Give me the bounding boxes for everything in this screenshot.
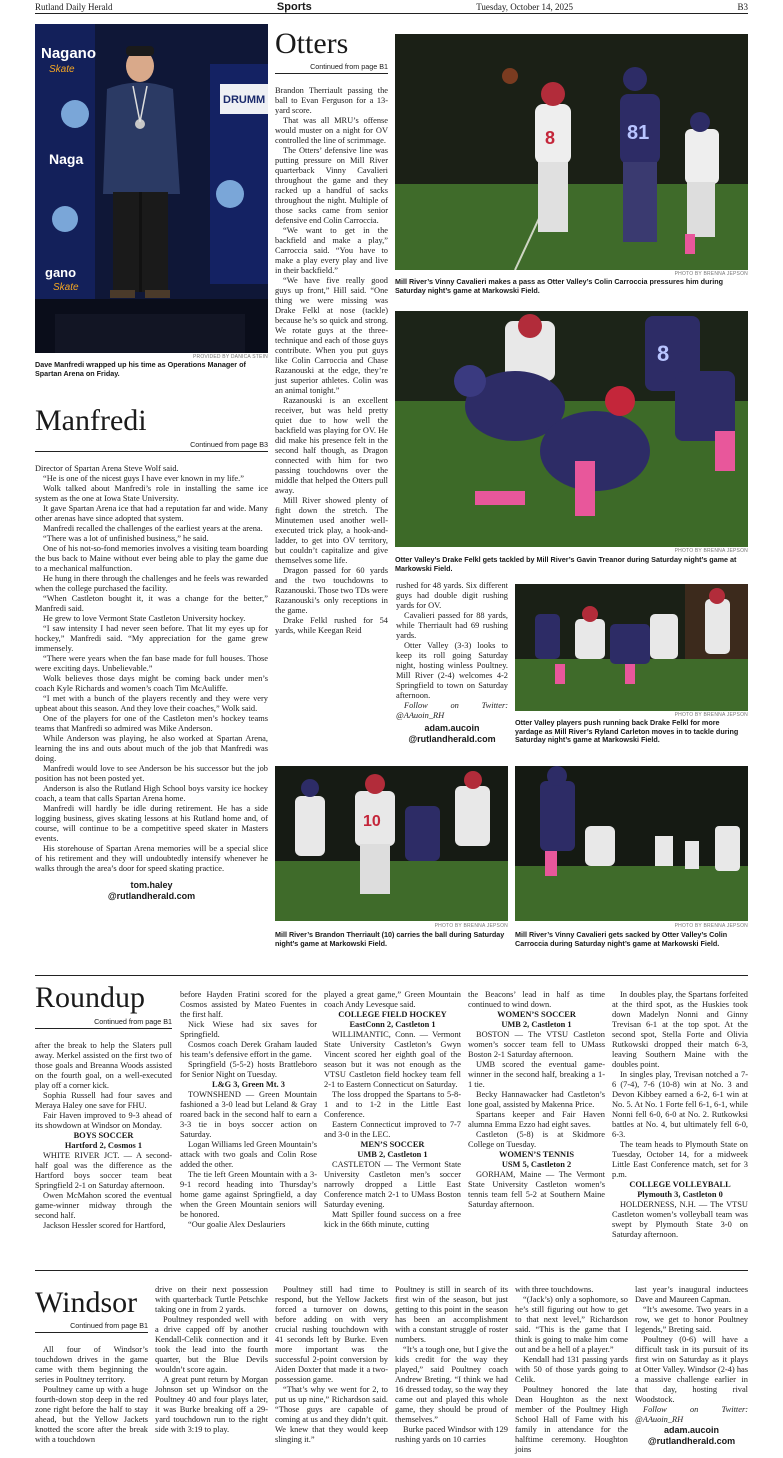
windsor-para: Poultney came up with a huge fourth-down stop deep in the red zone right before the half to stay ahead, but the Yellow Jackets knotted the score after the break with a touchdown <box>35 1385 148 1444</box>
otters-photo-push <box>515 584 748 711</box>
roundup-subhead: EastConn 2, Castleton 1 <box>349 1020 436 1029</box>
svg-text:8: 8 <box>545 128 556 148</box>
manfredi-para: “There was a lot of unfinished business,” he said. <box>43 534 209 543</box>
manfredi-photo <box>35 24 268 353</box>
roundup-para: In singles play, Trevisan notched a 7-6 (7-4), 7-6 (10-8) win at No. 3 and Devon Kibbey earned a 6-2, 6-1 win at No. 5. At No. 1 Forte fell 6-1, 6-1, while Nonni fell 6-0, 6-0 at No. 2. Rutkowksi battles at No. 4, but ultimately fell 6-0, 6-3. <box>612 1070 748 1139</box>
roundup-para: Sophia Russell had four saves and Meraya Haley one save for FHU. <box>35 1091 172 1110</box>
roundup-col-2 <box>180 990 317 1230</box>
roundup-subhead: COLLEGE VOLLEYBALL <box>629 1180 731 1189</box>
manfredi-para: “I saw intensity I had never seen before. That lit my eyes up for hockey,” Manfredi said. “My appreciation for the game grew immensely. <box>35 624 268 653</box>
otters-para: “We want to get in the backfield and make a play,” Carroccia said. “You have to make a play every play and live in their backfield.” <box>275 226 388 275</box>
otters-photo-1-credit: PHOTO BY BRENNA JEPSON <box>674 271 748 277</box>
otters-para: The Otters’ defensive line was putting pressure on Mill River quarterback Vinny Cavalieri throughout the game and they racked up a handful of sacks throughout the night. Multiple of those sacks came from senior defensive end Colin Carroccia. <box>275 146 388 225</box>
roundup-col-5 <box>612 990 748 1240</box>
windsor-para: Poultney (0-6) will have a difficult task in its pursuit of its first win on Saturday as it plays at Otter Valley. Windsor (2-4) has a massive challenge earlier in that day, hosting rival Woodstock. <box>635 1335 748 1404</box>
roundup-para: TOWNSHEND — Green Mountain fashioned a 3-0 lead but Leland & Gray roared back in the second half to earn a 3-3 tie in boys soccer action on Saturday. <box>180 1090 317 1139</box>
football-pass-illustration <box>395 34 748 270</box>
roundup-para: CASTLETON — The Vermont State University Castleton men’s soccer narrowly dropped a Little East Conference match 2-1 to UMass Boston Saturday evening. <box>324 1160 461 1209</box>
otters-photo-4-credit: PHOTO BY BRENNA JEPSON <box>434 923 508 929</box>
otters-photo-3-caption: Otter Valley players push running back Drake Felkl for more yardage as Mill River’s Ryland Carleton moves in to tackle during Saturday night’s game at Markowski Field. <box>515 718 739 745</box>
roundup-col-4 <box>468 990 605 1210</box>
otters-para: “We have five really good guys up front,” Hill said. “One thing we were missing was Drake Felkl at nose (tackle) because he’s so quick and strong. We rotate guys at the three-technique and each of those guys contribute. When you put guys like Colin Carroccia and Chase Razanouski at the edge, they’re just superior athletes. Colin was an animal tonight.” <box>275 276 388 395</box>
roundup-para: GORHAM, Maine — The Vermont State University Castleton women’s tennis team fell 5-2 at Southern Maine Saturday afternoon. <box>468 1170 605 1209</box>
roundup-para: the Beacons’ lead in half as time continued to wind down. <box>468 990 605 1009</box>
svg-text:DRUMM: DRUMM <box>223 94 266 106</box>
roundup-para: BOSTON — The VTSU Castleton women’s soccer team fell to UMass Boston 2-1 Saturday afternoon. <box>468 1030 605 1059</box>
otters-photo-5-caption: Mill River’s Vinny Cavalieri gets sacked by Otter Valley’s Colin Carroccia during Saturday night’s game at Markowski Field. <box>515 930 728 948</box>
byline-domain: @rutlandherald.com <box>647 1436 736 1446</box>
football-tackle-illustration <box>395 311 748 547</box>
manfredi-photo-illustration <box>35 24 268 353</box>
folio-date: Tuesday, October 14, 2025 <box>476 1 574 12</box>
roundup-para: Matt Spiller found success on a free kick in the 66th minute, cutting <box>324 1210 461 1229</box>
otters-para: Cavalieri passed for 88 yards, while Therriault had 69 rushing yards. <box>396 611 508 640</box>
manfredi-para: “When Castleton bought it, it was a change for the better,” Manfredi said. <box>35 594 268 613</box>
manfredi-para: Anderson is also the Rutland High School boys varsity ice hockey coach, a team that calls Spartan Arena home. <box>35 784 268 803</box>
roundup-para: after the break to help the Slaters pull away. Merkel assisted on the first two of those goals and Breanna Woods assisted on the fourth goal, on a well-executed play off a corner kick. <box>35 1041 172 1090</box>
manfredi-para: Wolk talked about Manfredi’s role in installing the same ice system as the one at Iowa State University. <box>35 484 268 503</box>
roundup-subhead: BOYS SOCCER <box>73 1131 134 1140</box>
byline-user: adam.aucoin <box>663 1425 719 1435</box>
otters-photo-tackle <box>395 311 748 547</box>
manfredi-para: One of his not-so-fond memories involves a visiting team boarding the bus back to Maine without ever being able to play the game due to a mechanical malfunction. <box>35 544 268 573</box>
roundup-subhead: Plymouth 3, Castleton 0 <box>637 1190 723 1199</box>
manfredi-para: Wolk believes those days might be coming back under men’s coach Kyle Richards and women’s coach Tim McAuliffe. <box>35 674 268 693</box>
roundup-para: Nick Wiese had six saves for Springfield. <box>180 1020 317 1039</box>
roundup-subhead: COLLEGE FIELD HOCKEY <box>338 1010 447 1019</box>
windsor-col-5 <box>515 1285 628 1455</box>
twitter-follow: Follow on Twitter: @AAuoin_RH <box>396 701 508 720</box>
windsor-col-4 <box>395 1285 508 1445</box>
windsor-para: A great punt return by Morgan Johnson set up Windsor on the Poultney 40 and four plays later, it was Burke breaking off a 29-yard touchdown run to the right side with 3:19 to play. <box>155 1375 268 1434</box>
windsor-para: All four of Windsor’s touchdown drives in the game came with them beginning the series in Poultney territory. <box>35 1345 148 1384</box>
roundup-para: Becky Hannawacker had Castleton’s lone goal, assisted by Makenna Price. <box>468 1090 605 1109</box>
roundup-subhead: UMB 2, Castleton 1 <box>357 1150 428 1159</box>
byline-domain: @rutlandherald.com <box>107 891 196 901</box>
roundup-subhead: USM 5, Castleton 2 <box>501 1160 572 1169</box>
otters-col-1 <box>275 86 388 636</box>
otters-photo-5-credit: PHOTO BY BRENNA JEPSON <box>674 923 748 929</box>
otters-para: rushed for 48 yards. Six different guys had double digit rushing yards for OV. <box>396 581 508 610</box>
windsor-para: Kendall had 131 passing yards with 50 of those yards going to Celik. <box>515 1355 628 1384</box>
roundup-subhead: MEN’S SOCCER <box>360 1140 425 1149</box>
manfredi-para: “There were years when the fan base made for full houses. Those were exciting days. Unbelievable.” <box>35 654 268 673</box>
otters-col-2 <box>396 581 508 745</box>
roundup-para: Castleton (5-8) is at Skidmore College on Tuesday. <box>468 1130 605 1149</box>
otters-photo-carry <box>275 766 508 921</box>
windsor-para: Poultney still had time to respond, but the Yellow Jackets forced a turnover on downs, before adding on with very crucial rushing touchdown with 41 seconds left by Burke. Even more important was the successful 2-point conversion by Aiden Doxter that made it a two-possession game. <box>275 1285 388 1384</box>
windsor-para: Poultney is still in search of its first win of the season, but just getting to this point in the season has been an accomplishment with a constant struggle of roster numbers. <box>395 1285 508 1344</box>
otters-headline: Otters <box>275 27 349 60</box>
roundup-continued-line: Continued from page B1 <box>35 1017 172 1029</box>
manfredi-photo-caption: Dave Manfredi wrapped up his time as Operations Manager of Spartan Arena on Friday. <box>35 360 246 378</box>
roundup-subhead: L&G 3, Green Mt. 3 <box>212 1080 285 1089</box>
byline-user: adam.aucoin <box>424 723 480 733</box>
byline-domain: @rutlandherald.com <box>408 734 496 744</box>
byline-user: tom.haley <box>130 880 173 890</box>
manfredi-para: Manfredi would love to see Anderson be his successor but the job position has not been posted yet. <box>35 764 268 783</box>
otters-para: Brandon Therriault passing the ball to Evan Ferguson for a 13-yard score. <box>275 86 388 115</box>
svg-text:Naga: Naga <box>49 151 84 167</box>
roundup-para: played a great game,” Green Mountain coach Andy Levesque said. <box>324 990 461 1009</box>
windsor-para: Poultney responded well with a drive capped off by another Kendall-Celik connection and it took the lead into the fourth quarter, but the Blue Devils wouldn’t score again. <box>155 1315 268 1374</box>
page-folio <box>35 0 748 14</box>
manfredi-photo-credit: PROVIDED BY DANICA STEIN <box>192 354 268 360</box>
manfredi-para: He hung in there through the challenges and he feels was rewarded when the college purchased the facility. <box>35 574 268 593</box>
svg-text:Nagano: Nagano <box>41 45 97 62</box>
roundup-para: “Our goalie Alex Deslauriers <box>188 1220 286 1229</box>
windsor-byline <box>635 1425 748 1447</box>
roundup-para: The tie left Green Mountain with a 3-9-1 record heading into Thursday’s home game against Springfield, a day when the Green Mountain seniors will be honored. <box>180 1170 317 1219</box>
windsor-para: “It’s awesome. Two years in a row, we get to honor Poultney legends,” Breting said. <box>635 1305 748 1334</box>
twitter-follow: Follow on Twitter: @AAuoin_RH <box>635 1405 748 1424</box>
windsor-para: last year’s inaugural inductees Dave and Maureen Capman. <box>635 1285 748 1304</box>
manfredi-para: “He is one of the nicest guys I have ever known in my life.” <box>43 474 244 483</box>
football-sack-illustration <box>515 766 748 921</box>
windsor-col-1 <box>35 1345 148 1445</box>
roundup-col-3 <box>324 990 461 1230</box>
roundup-subhead: WOMEN’S TENNIS <box>498 1150 574 1159</box>
section-divider <box>35 975 748 976</box>
roundup-para: Logan Williams led Green Mountain’s attack with two goals and Colin Rose added the other. <box>180 1140 317 1169</box>
roundup-subhead: UMB 2, Castleton 1 <box>501 1020 572 1029</box>
roundup-para: The team heads to Plymouth State on Tuesday, October 14, for a midweek Little East Conference match, set for 3 p.m. <box>612 1140 748 1179</box>
windsor-para: Burke paced Windsor with 129 rushing yards on 10 carries <box>395 1425 508 1444</box>
windsor-headline: Windsor <box>35 1286 138 1319</box>
otters-para: Razanouski is an excellent receiver, but was held pretty quiet due to how well the backfield was playing for OV. He did make his presence felt in the second half though, as Dragon connected with him for two passing touchdowns over the middle that helped the Otters pull away. <box>275 396 388 495</box>
manfredi-headline: Manfredi <box>35 404 147 437</box>
svg-text:Skate: Skate <box>53 282 79 293</box>
section-name: Sports <box>276 0 312 13</box>
otters-photo-2-credit: PHOTO BY BRENNA JEPSON <box>674 548 748 554</box>
windsor-col-6 <box>635 1285 748 1447</box>
roundup-para: Springfield (5-5-2) hosts Brattleboro for Senior Night on Tuesday. <box>180 1060 317 1079</box>
otters-photo-4-caption: Mill River’s Brandon Therriault (10) carries the ball during Saturday night’s game at Markowski Field. <box>275 930 505 948</box>
manfredi-continued-line: Continued from page B3 <box>35 440 268 452</box>
section-divider <box>35 1270 748 1271</box>
page-number: B3 <box>737 1 748 12</box>
windsor-para: with three touchdowns. <box>515 1285 594 1294</box>
roundup-subhead: WOMEN’S SOCCER <box>497 1010 576 1019</box>
roundup-para: WHITE RIVER JCT. — A second-half goal was the difference as the Hartford boys soccer team beat Springfield 2-1 on Saturday afternoon. <box>35 1151 172 1190</box>
otters-photo-1-caption: Mill River’s Vinny Cavalieri makes a pass as Otter Valley’s Colin Carroccia pressures him during Saturday night’s game at Markowski Field. <box>395 277 723 295</box>
svg-text:8: 8 <box>657 341 670 366</box>
otters-photo-sack <box>515 766 748 921</box>
windsor-para: Poultney honored the late Dean Houghton as the next member of the Poultney High School Hall of Fame with his family in attendance for the halftime ceremony. Houghton joins <box>515 1385 628 1454</box>
windsor-para: “(Jack’s) only a sophomore, so he’s still figuring out how to get to that next level,” Richardson said. “This is the game that I think is going to make him come out and be a hell of a player.” <box>515 1295 628 1354</box>
otters-para: Drake Felkl rushed for 54 yards, while Keegan Reid <box>275 616 388 635</box>
manfredi-para: While Anderson was playing, he also worked at Spartan Arena, learning the ins and outs about much of the job that Manfredi was doing. <box>35 734 268 763</box>
roundup-col-1 <box>35 1041 172 1231</box>
windsor-col-3 <box>275 1285 388 1445</box>
manfredi-para: He grew to love Vermont State Castleton University hockey. <box>43 614 246 623</box>
svg-text:gano: gano <box>45 265 77 280</box>
roundup-para: UMB scored the eventual game-winner in the second half, breaking a 1-1 tie. <box>468 1060 605 1089</box>
roundup-para: HOLDERNESS, N.H. — The VTSU Castleton women’s volleyball team was swept by Plymouth State 3-0 on Saturday afternoon. <box>612 1200 748 1239</box>
otters-para: Mill River showed plenty of fight down the stretch. The Minutemen used another well-executed trick play, a hook-and-ladder, to get into OV territory, but couldn’t capitalize and give themselves some life. <box>275 496 388 565</box>
manfredi-para: Manfredi will hardly be idle during retirement. He has a side logging business, gives skating lessons at his Rutland home and, of course, will continue to be a competitive speed skater in Masters events. <box>35 804 268 843</box>
otters-photo-pass <box>395 34 748 270</box>
manfredi-para: It gave Spartan Arena ice that had a reputation far and wide. Many other arenas have since adopted that system. <box>35 504 268 523</box>
otters-continued-line: Continued from page B1 <box>275 62 388 74</box>
manfredi-story-body <box>35 464 268 902</box>
football-carry-illustration <box>275 766 508 921</box>
otters-byline <box>396 723 508 745</box>
roundup-para: Eastern Connecticut improved to 7-7 and 3-0 in the LEC. <box>324 1120 461 1139</box>
otters-photo-3-credit: PHOTO BY BRENNA JEPSON <box>674 712 748 718</box>
otters-photo-2-caption: Otter Valley’s Drake Felkl gets tackled by Mill River’s Gavin Treanor during Saturday night’s game at Markowski Field. <box>395 555 737 573</box>
roundup-para: Jackson Hessler scored for Hartford, <box>43 1221 166 1230</box>
roundup-para: The loss dropped the Spartans to 5-8-1 and to 1-2 in the Little East Conference. <box>324 1090 461 1119</box>
svg-text:Skate: Skate <box>49 64 75 75</box>
windsor-para: “That’s why we went for 2, to put us up nine,” Richardson said. “Those guys are capable of coming at us and they didn’t quit. We knew that they would keep slinging it.” <box>275 1385 388 1444</box>
windsor-continued-line: Continued from page B1 <box>35 1321 148 1333</box>
manfredi-para: One of the players for one of the Castleton men’s hockey teams teams that Manfredi so admired was Mike Anderson. <box>35 714 268 733</box>
roundup-para: Spartans keeper and Fair Haven alumna Emma Ezzo had eight saves. <box>468 1110 605 1129</box>
football-pileup-illustration <box>515 584 748 711</box>
manfredi-para: His storehouse of Spartan Arena memories will be a special slice of his retirement and they will undoubtedly intensify whenever he walks through the area’s door for speed skating practice. <box>35 844 268 873</box>
svg-text:81: 81 <box>627 122 650 144</box>
roundup-para: In doubles play, the Spartans forfeited at the third spot, as the Huskies took down Madelyn Nonni and Ginny Trevisan 6-1 at the top spot. At the second spot, Stella Forte and Olivia Rutkowski dropped their match 6-3, leaving Southern Maine with the doubles point. <box>612 990 748 1069</box>
roundup-para: Owen McMahon scored the eventual game-winner midway through the second half. <box>35 1191 172 1220</box>
roundup-para: WILLIMANTIC, Conn. — Vermont State University Castleton’s Gwyn Vincent scored her eighth goal of the season but it was not enough as the VTSU Castleton field hockey team fell 2-1 to Eastern Connecticut on Saturday. <box>324 1030 461 1089</box>
roundup-para: Fair Haven improved to 9-3 ahead of its showdown at Windsor on Monday. <box>35 1111 172 1130</box>
manfredi-para: Director of Spartan Arena Steve Wolf said. <box>35 464 179 473</box>
roundup-headline: Roundup <box>35 981 146 1014</box>
roundup-subhead: Hartford 2, Cosmos 1 <box>64 1141 143 1150</box>
roundup-para: Cosmos coach Derek Graham lauded his team’s defensive effort in the game. <box>180 1040 317 1059</box>
windsor-para: drive on their next possession with quarterback Turtle Petschke taking one in from 2 yards. <box>155 1285 268 1314</box>
paper-name: Rutland Daily Herald <box>35 1 113 12</box>
otters-para: Dragon passed for 60 yards and the two touchdowns to Razanouski. Those two TDs were Razanouski’s only receptions in the game. <box>275 566 388 615</box>
manfredi-para: “I met with a bunch of the players recently and they were very upbeat about this season. And they love their coaches,” Wolk said. <box>35 694 268 713</box>
windsor-col-2 <box>155 1285 268 1435</box>
otters-para: That was all MRU’s offense would muster on a night for OV controlled the line of scrimmage. <box>275 116 388 145</box>
svg-text:10: 10 <box>363 813 381 830</box>
roundup-para: before Hayden Fratini scored for the Cosmos assisted by Mateo Fuentes in the first half. <box>180 990 317 1019</box>
windsor-para: “It’s a tough one, but I give the kids credit for the way they played,” said Poultney coach Andrew Breting. “I think we had 16 dressed today, so the way they came out and played this whole game, they should be proud of themselves.” <box>395 1345 508 1424</box>
manfredi-para: Manfredi recalled the challenges of the earliest years at the arena. <box>43 524 263 533</box>
otters-para: Otter Valley (3-3) looks to keep its roll going Saturday night, hosting winless Poultney. Mill River (2-4) welcomes 4-2 Springfield to town on Saturday afternoon. <box>396 641 508 700</box>
manfredi-byline <box>35 880 268 902</box>
